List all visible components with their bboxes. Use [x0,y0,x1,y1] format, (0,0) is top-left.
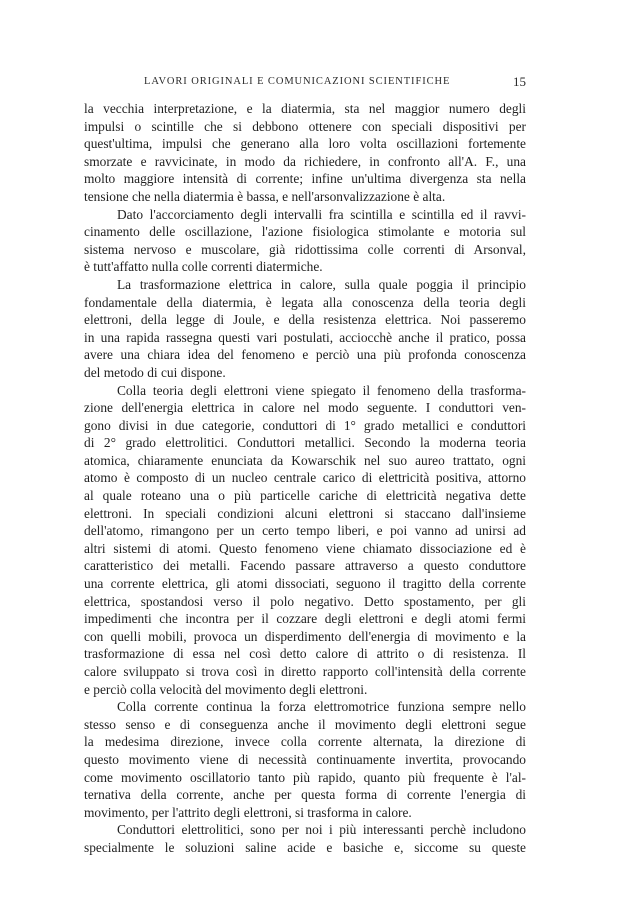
text-line: al quale roteano una o più particelle cariche di elettricità negativa dette [84,488,526,504]
text-line: elettroni. In speciali condizioni alcuni elettroni si staccano dall'insieme [84,505,526,521]
text-line: molto maggiore intensità di corrente; infine un'ultima divergenza sta nella [84,171,526,187]
text-line: impedimenti che incontra per il cozzare degli elettroni e degli atomi fermi [84,611,526,627]
text-line: trasformazione di essa nel così detto calore di attrito o di resistenza. Il [84,646,526,662]
text-line: sistema nervoso e muscolare, già ridottissima colle correnti di Arsonval, [84,241,526,257]
text-line: dell'atomo, rimangono per un certo tempo liberi, e poi vanno ad unirsi ad [84,523,526,539]
text-line: Conduttori elettrolitici, sono per noi i più interessanti perchè includono [117,822,526,838]
text-line: zione dell'energia elettrica in calore nel modo seguente. I conduttori ven- [84,400,526,416]
text-line: calore sviluppato si trova così in diretto rapporto coll'intensità della corrente [84,664,526,679]
text-line: una corrente elettrica, gli atomi dissociati, seguono il tragitto della corrente [84,576,526,592]
paragraph [84,382,526,699]
body-text [84,100,526,857]
paragraph [84,100,526,206]
text-line: La trasformazione elettrica in calore, sulla quale poggia il principio [117,276,526,292]
text-line: stesso senso e di conseguenza anche il movimento degli elettroni segue [84,716,526,732]
text-line: Colla teoria degli elettroni viene spiegato il fenomeno della trasforma- [117,382,526,398]
running-title: LAVORI ORIGINALI E COMUNICAZIONI SCIENTIFICHE [144,76,451,87]
text-line: atomo è composto di un nucleo centrale carico di elettricità positiva, attorno [84,470,526,486]
paragraph [84,206,526,276]
text-line: come movimento oscillatorio tanto più rapido, quanto più frequente è l'al- [84,769,526,785]
text-line: altri sistemi di atomi. Questo fenomeno viene chiamato dissociazione ed è [84,540,526,556]
page-header [86,76,526,92]
text-line: caratteristico dei metalli. Facendo passare attraverso a questo conduttore [84,558,526,574]
text-line: in una rapida rassegna questi vari postulati, acciocchè anche il pratico, possa [84,329,526,345]
text-line: specialmente le soluzioni saline acide e basiche e, siccome su queste [84,839,526,855]
text-line: elettrica, spostandosi verso il polo negativo. Detto spostamento, per gli [84,593,526,609]
text-line: elettroni, della legge di Joule, e della resistenza elettrica. Noi passeremo [84,312,526,328]
text-line: cinamento delle oscillazione, l'azione fisiologica stimolante e motoria sul [84,224,526,240]
text-line: gono divisi in due categorie, conduttori di 1° grado metallici e conduttori [84,417,526,433]
text-line: con quelli mobili, provoca un disperdimento dell'energia di movimento e la [84,628,526,644]
text-line: di 2° grado elettrolitici. Conduttori metallici. Secondo la moderna teoria [84,435,526,451]
text-line: questo movimento viene di necessità continuamente invertita, provocando [84,751,526,767]
text-line: impulsi o scintille che si debbono ottenere con speciali dispositivi per [84,118,526,134]
text-line: smorzate e ravvicinate, in modo da richiedere, in confronto all'A. F., una [84,153,526,169]
text-line: è tutt'affatto nulla colle correnti diatermiche. [84,259,323,275]
text-line: atomica, chiaramente enunciata da Kowarschik nel suo aureo trattato, ogni [84,452,526,468]
page-number: 15 [513,74,526,89]
text-line: ternativa della corrente, anche per questa forma di corrente l'energia di [84,787,526,803]
text-line: la medesima direzione, invece colla corrente alternata, la direzione di [84,734,526,750]
text-line: del metodo di cui dispone. [84,364,226,380]
paragraph [84,276,526,382]
text-line: quest'ultima, impulsi che generano alla loro volta oscillazioni fortemente [84,136,526,152]
text-line: fondamentale della diatermia, è legata alla conoscenza della teoria degli [84,294,526,310]
paragraph [84,698,526,821]
text-line: e perciò colla velocità del movimento degli elettroni. [84,681,368,697]
text-line: Dato l'accorciamento degli intervalli fra scintilla e scintilla ed il ravvi- [117,206,526,222]
text-line: movimento, per l'attrito degli elettroni, si trasforma in calore. [84,804,412,820]
paragraph [84,821,526,856]
text-line: Colla corrente continua la forza elettromotrice funziona sempre nello [117,699,526,715]
text-line: la vecchia interpretazione, e la diatermia, sta nel maggior numero degli [84,101,526,116]
text-line: tensione che nella diatermia è bassa, e nell'arsonvalizzazione è alta. [84,188,446,204]
text-line: avere una chiara idea del fenomeno e perciò una più profonda conoscenza [84,347,526,363]
